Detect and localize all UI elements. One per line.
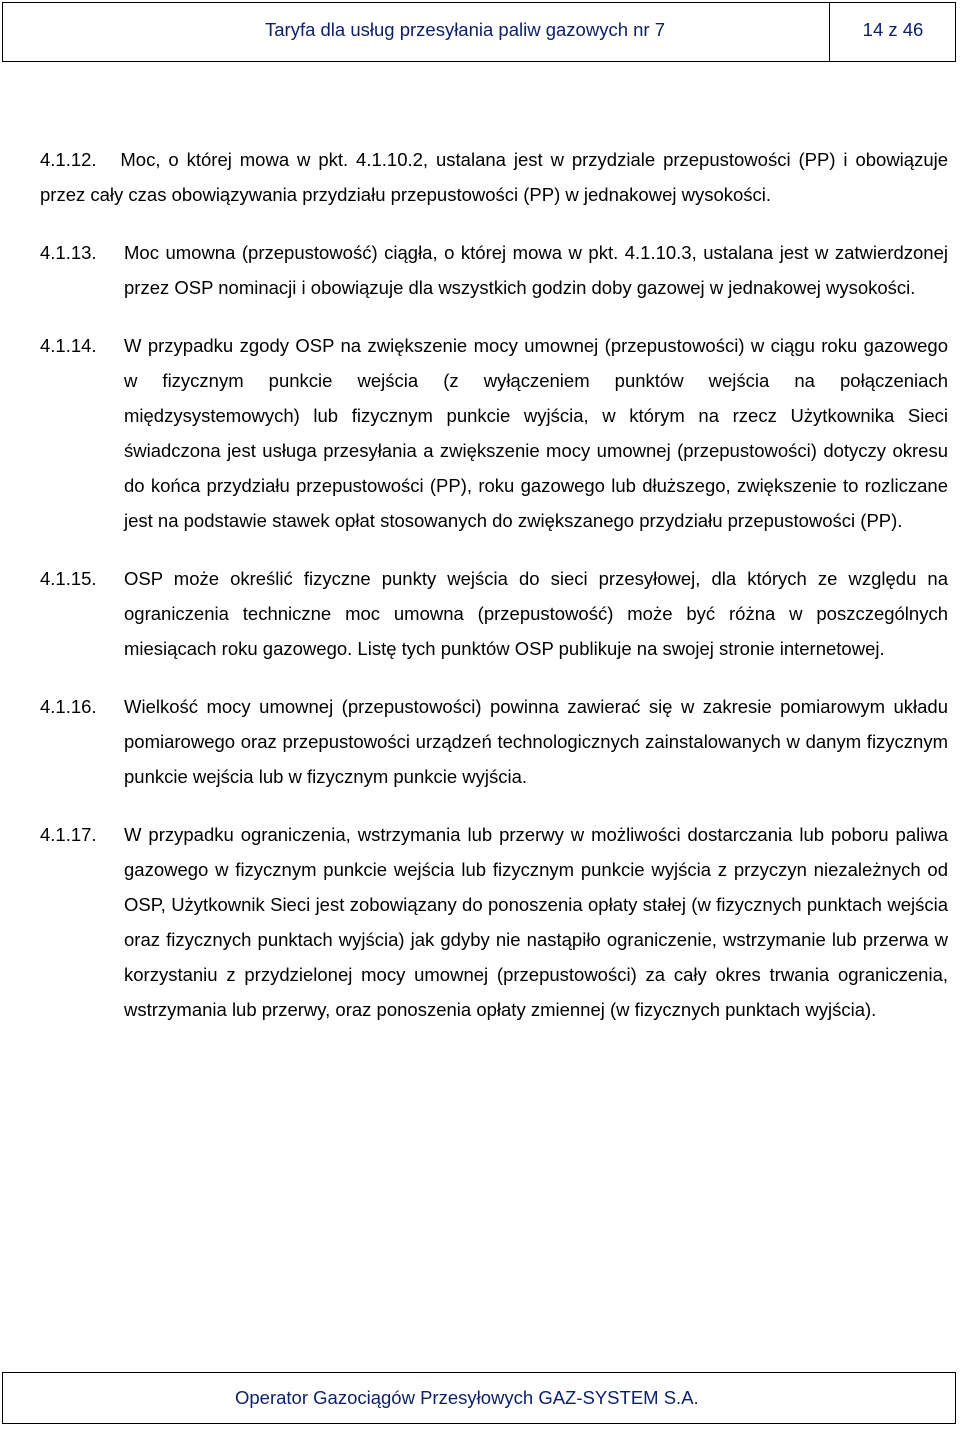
page-footer — [2, 1372, 956, 1424]
clause-text: Moc, o której mowa w pkt. 4.1.10.2, ustalana jest w przydziale przepustowości (PP) i obowiązuje przez cały czas obowiązywania przydziału przepustowości (PP) w jednakowej wysokości. — [40, 149, 949, 205]
company-name: Operator Gazociągów Przesyłowych GAZ-SYSTEM S.A. — [235, 1387, 699, 1408]
clause-4-1-14 — [40, 328, 948, 538]
clause-text: OSP może określić fizyczne punkty wejścia do sieci przesyłowej, dla których ze względu na ograniczenia techniczne moc umowna (przepustowość) może być różna w poszczególnych miesiącach roku gazowego. Listę tych punktów OSP publikuje na swojej stronie internetowej. — [124, 568, 948, 659]
clause-4-1-13 — [40, 235, 948, 305]
clause-text: Moc umowna (przepustowość) ciągła, o której mowa w pkt. 4.1.10.3, ustalana jest w zatwierdzonej przez OSP nominacji i obowiązuje dla wszystkich godzin doby gazowej w jednakowej wysokości. — [124, 242, 948, 298]
clause-number: 4.1.13. — [40, 242, 97, 263]
clause-number: 4.1.16. — [40, 696, 97, 717]
clause-text: W przypadku zgody OSP na zwiększenie mocy umownej (przepustowości) w ciągu roku gazowego w fizycznym punkcie wejścia (z wyłączeniem punktów wejścia na połączeniach międzysystemowych) lub fizycznym punkcie wyjścia, w którym na rzecz Użytkownika Sieci świadczona jest usługa przesyłania a zwiększenie mocy umownej (przepustowości) dotyczy okresu do końca przydziału przepustowości (PP), roku gazowego lub dłuższego, zwiększenie to rozliczane jest na podstawie stawek opłat stosowanych do zwiększanego przydziału przepustowości (PP). — [124, 335, 948, 531]
clause-text: Wielkość mocy umownej (przepustowości) powinna zawierać się w zakresie pomiarowym układu pomiarowego oraz przepustowości urządzeń technologicznych zainstalowanych w danym fizycznym punkcie wejścia lub w fizycznym punkcie wyjścia. — [124, 696, 948, 787]
document-body — [40, 142, 948, 1050]
clause-4-1-12 — [40, 142, 948, 212]
clause-text: W przypadku ograniczenia, wstrzymania lub przerwy w możliwości dostarczania lub poboru paliwa gazowego w fizycznym punkcie wejścia lub fizycznym punkcie wyjścia z przyczyn niezależnych od OSP, Użytkownik Sieci jest zobowiązany do ponoszenia opłaty stałej (w fizycznych punktach wejścia oraz fizycznych punktach wyjścia) jak gdyby nie nastąpiło ograniczenie, wstrzymanie lub przerwa w korzystaniu z przydzielonej mocy umownej (przepustowości) za cały okres trwania ograniczenia, wstrzymania lub przerwy, oraz ponoszenia opłaty zmiennej (w fizycznych punktach wyjścia). — [124, 824, 948, 1020]
clause-number: 4.1.15. — [40, 568, 97, 589]
page-header — [2, 2, 956, 62]
clause-number: 4.1.17. — [40, 824, 97, 845]
clause-4-1-16 — [40, 689, 948, 794]
clause-number: 4.1.14. — [40, 335, 97, 356]
clause-number: 4.1.12. — [40, 149, 97, 170]
document-title: Taryfa dla usług przesyłania paliw gazowych nr 7 — [265, 19, 666, 40]
clause-4-1-15 — [40, 561, 948, 666]
clause-4-1-17 — [40, 817, 948, 1027]
page-number: 14 z 46 — [862, 19, 924, 40]
